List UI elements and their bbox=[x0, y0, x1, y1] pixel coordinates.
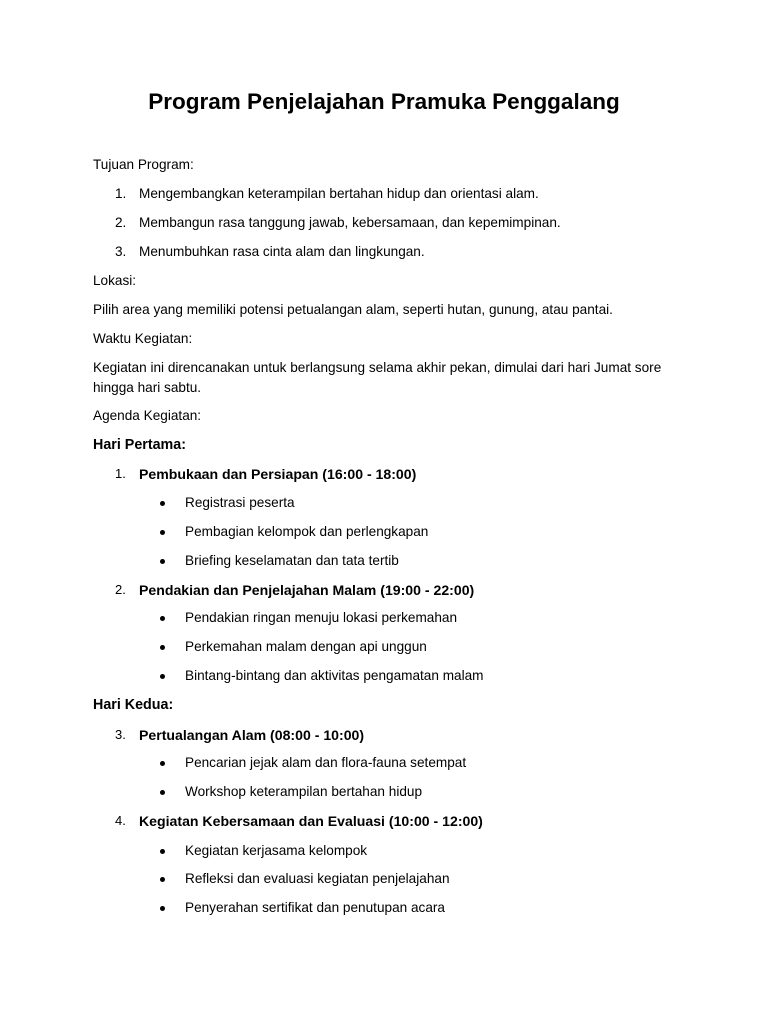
session-title: Pertualangan Alam (08:00 - 10:00) bbox=[139, 727, 365, 743]
bullet-icon bbox=[160, 674, 165, 679]
lokasi-label: Lokasi: bbox=[93, 273, 137, 288]
bullet-icon bbox=[160, 761, 165, 766]
agenda-label: Agenda Kegiatan: bbox=[93, 408, 202, 423]
tujuan-item-text: Menumbuhkan rasa cinta alam dan lingkungan. bbox=[139, 244, 425, 259]
bullet-icon bbox=[160, 790, 165, 795]
bullet-icon bbox=[160, 530, 165, 535]
session-number: 3. bbox=[115, 727, 126, 742]
tujuan-item-text: Membangun rasa tanggung jawab, kebersamaan, dan kepemimpinan. bbox=[139, 215, 561, 230]
session-number: 1. bbox=[115, 466, 126, 481]
tujuan-item-number: 3. bbox=[115, 244, 127, 259]
session-item: Perkemahan malam dengan api unggun bbox=[185, 639, 427, 654]
session-title: Pembukaan dan Persiapan (16:00 - 18:00) bbox=[139, 466, 417, 482]
day-heading: Hari Pertama: bbox=[93, 437, 186, 453]
document-title: Program Penjelajahan Pramuka Penggalang bbox=[148, 89, 620, 114]
session-item: Pencarian jejak alam dan flora-fauna setempat bbox=[185, 755, 467, 770]
session-item: Pendakian ringan menuju lokasi perkemahan bbox=[185, 610, 458, 625]
lokasi-text: Pilih area yang memiliki potensi petualangan alam, seperti hutan, gunung, atau pantai. bbox=[93, 302, 613, 317]
session-item: Registrasi peserta bbox=[185, 495, 295, 510]
waktu-label: Waktu Kegiatan: bbox=[93, 331, 193, 346]
tujuan-item-text: Mengembangkan keterampilan bertahan hidup dan orientasi alam. bbox=[139, 186, 539, 201]
session-title: Kegiatan Kebersamaan dan Evaluasi (10:00 - 12:00) bbox=[139, 813, 483, 829]
bullet-icon bbox=[160, 849, 165, 854]
bullet-icon bbox=[160, 616, 165, 621]
tujuan-item-number: 1. bbox=[115, 186, 127, 201]
bullet-icon bbox=[160, 906, 165, 911]
session-number: 4. bbox=[115, 813, 126, 828]
session-item: Kegiatan kerjasama kelompok bbox=[185, 843, 368, 858]
bullet-icon bbox=[160, 645, 165, 650]
session-item: Pembagian kelompok dan perlengkapan bbox=[185, 524, 429, 539]
bullet-icon bbox=[160, 501, 165, 506]
tujuan-item-number: 2. bbox=[115, 215, 127, 230]
bullet-icon bbox=[160, 559, 165, 564]
session-item: Workshop keterampilan bertahan hidup bbox=[185, 784, 423, 799]
bullet-icon bbox=[160, 877, 165, 882]
waktu-text: Kegiatan ini direncanakan untuk berlangsung selama akhir pekan, dimulai dari hari Jumat sore hingga hari sabtu. bbox=[93, 360, 662, 395]
tujuan-label: Tujuan Program: bbox=[93, 157, 194, 172]
day-heading: Hari Kedua: bbox=[93, 697, 174, 713]
session-item: Briefing keselamatan dan tata tertib bbox=[185, 553, 399, 568]
session-item: Bintang-bintang dan aktivitas pengamatan malam bbox=[185, 668, 484, 683]
session-item: Penyerahan sertifikat dan penutupan acara bbox=[185, 900, 445, 915]
session-item: Refleksi dan evaluasi kegiatan penjelajahan bbox=[185, 871, 450, 886]
session-title: Pendakian dan Penjelajahan Malam (19:00 - 22:00) bbox=[139, 582, 475, 598]
session-number: 2. bbox=[115, 582, 126, 597]
